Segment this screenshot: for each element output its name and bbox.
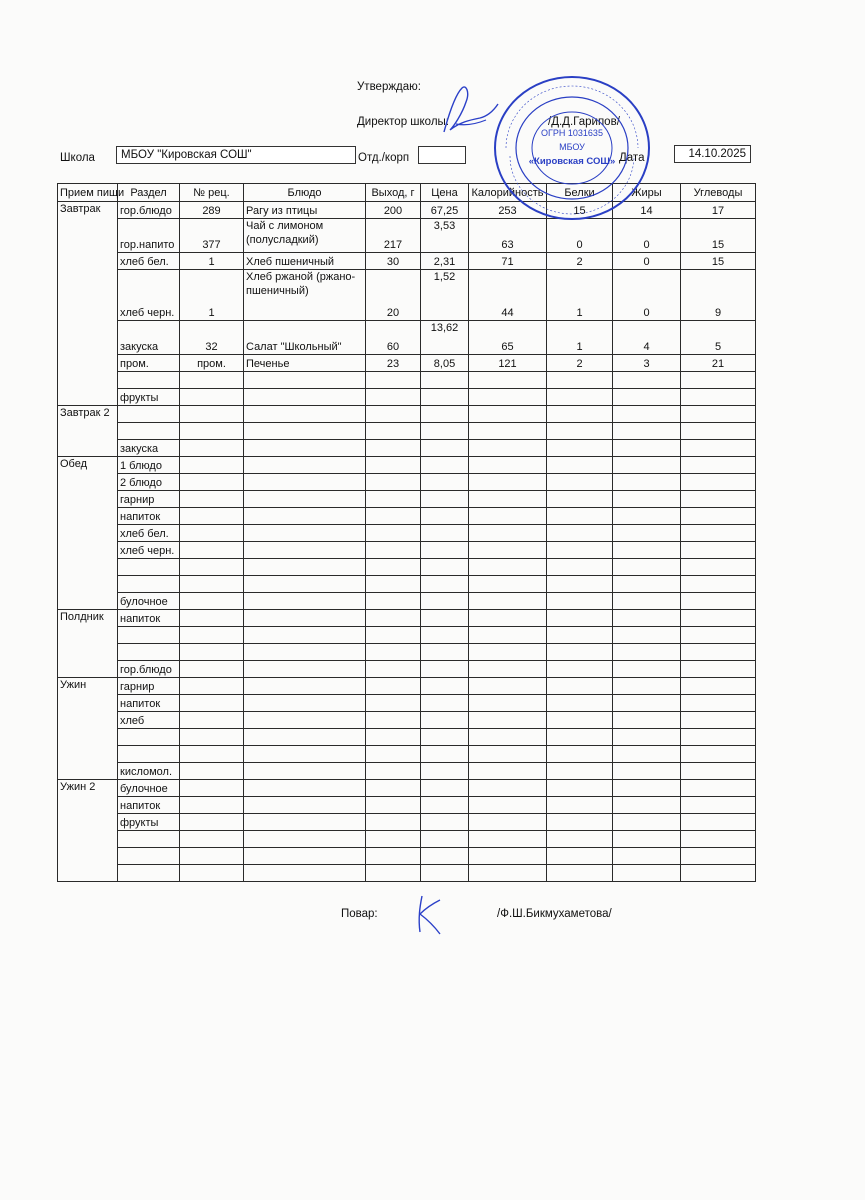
- table-row: [58, 831, 756, 848]
- meal-breakfast-2: Завтрак 2: [58, 406, 118, 457]
- cell-kcal: 63: [469, 219, 547, 253]
- cell-weight: 200: [366, 202, 421, 219]
- cell-section: кисломол.: [118, 763, 180, 780]
- cell-carbs: 9: [681, 270, 756, 321]
- cell-recipe: 1: [180, 253, 244, 270]
- cell-section: гор.блюдо: [118, 661, 180, 678]
- meal-breakfast: Завтрак: [58, 202, 118, 406]
- table-row: [58, 644, 756, 661]
- col-section: Раздел: [118, 184, 180, 202]
- cell-section: булочное: [118, 780, 180, 797]
- stamp-abbr: МБОУ: [559, 142, 585, 152]
- col-carbs: Углеводы: [681, 184, 756, 202]
- cell-section: хлеб черн.: [118, 270, 180, 321]
- cell-section: хлеб бел.: [118, 525, 180, 542]
- table-row: [58, 661, 756, 678]
- cell-section: гор.блюдо: [118, 202, 180, 219]
- cell-dish: Хлеб ржаной (ржано-пшеничный): [244, 270, 366, 321]
- director-name: /Д.Д.Гарипов/: [548, 116, 620, 128]
- cell-recipe: 32: [180, 321, 244, 355]
- cell-dish: Чай с лимоном (полусладкий): [244, 219, 366, 253]
- cell-price: 1,52: [421, 270, 469, 321]
- cell-protein: 15: [547, 202, 613, 219]
- table-row: [58, 542, 756, 559]
- cell-dish: Хлеб пшеничный: [244, 253, 366, 270]
- table-row: [58, 746, 756, 763]
- cell-kcal: 121: [469, 355, 547, 372]
- cell-fat: 0: [613, 270, 681, 321]
- col-fat: Жиры: [613, 184, 681, 202]
- table-row: [58, 508, 756, 525]
- table-row: [58, 525, 756, 542]
- cell-section: напиток: [118, 610, 180, 627]
- stamp-ogrn: ОГРН 1031635: [541, 128, 603, 138]
- cell-section: фрукты: [118, 814, 180, 831]
- cell-protein: 1: [547, 321, 613, 355]
- cell-price: 67,25: [421, 202, 469, 219]
- cell-recipe: 377: [180, 219, 244, 253]
- table-row: [58, 593, 756, 610]
- table-row: [58, 372, 756, 389]
- cell-weight: 30: [366, 253, 421, 270]
- table-row: [58, 576, 756, 593]
- table-row: [58, 712, 756, 729]
- cell-carbs: 5: [681, 321, 756, 355]
- cell-section: пром.: [118, 355, 180, 372]
- table-row: [58, 253, 756, 270]
- cell-section: напиток: [118, 508, 180, 525]
- table-row: [58, 406, 756, 423]
- cell-recipe: 289: [180, 202, 244, 219]
- cell-section: гарнир: [118, 491, 180, 508]
- cook-signature: [410, 892, 446, 938]
- table-row: [58, 389, 756, 406]
- dept-label: Отд./корп: [358, 152, 410, 164]
- table-row: [58, 457, 756, 474]
- cell-section: гор.напито: [118, 219, 180, 253]
- table-row: [58, 814, 756, 831]
- cell-fat: 0: [613, 219, 681, 253]
- table-row: [58, 848, 756, 865]
- table-row: [58, 627, 756, 644]
- cell-section: 2 блюдо: [118, 474, 180, 491]
- cell-carbs: 21: [681, 355, 756, 372]
- cell-section: 1 блюдо: [118, 457, 180, 474]
- table-row: [58, 695, 756, 712]
- table-row: [58, 474, 756, 491]
- cook-label: Повар:: [341, 908, 378, 920]
- table-row: [58, 763, 756, 780]
- cell-section: напиток: [118, 797, 180, 814]
- date-field[interactable]: 14.10.2025: [674, 145, 751, 163]
- col-meal: Прием пищи: [58, 184, 118, 202]
- cell-dish: Печенье: [244, 355, 366, 372]
- table-row: [58, 678, 756, 695]
- table-row: [58, 780, 756, 797]
- table-row: [58, 321, 756, 355]
- cell-fat: 4: [613, 321, 681, 355]
- meal-snack: Полдник: [58, 610, 118, 678]
- school-field[interactable]: МБОУ "Кировская СОШ": [116, 146, 356, 164]
- school-label: Школа: [60, 152, 95, 164]
- cell-dish: Рагу из птицы: [244, 202, 366, 219]
- meal-dinner: Ужин: [58, 678, 118, 780]
- date-label: Дата: [619, 152, 645, 164]
- cell-price: 8,05: [421, 355, 469, 372]
- director-label: Директор школы:: [357, 116, 449, 128]
- table-row: [58, 729, 756, 746]
- menu-table: [57, 183, 756, 882]
- cell-kcal: 65: [469, 321, 547, 355]
- cell-dish: Салат "Школьный": [244, 321, 366, 355]
- cell-section: хлеб бел.: [118, 253, 180, 270]
- col-recipe: № рец.: [180, 184, 244, 202]
- cell-section: закуска: [118, 321, 180, 355]
- cell-kcal: 44: [469, 270, 547, 321]
- col-dish: Блюдо: [244, 184, 366, 202]
- cell-recipe: пром.: [180, 355, 244, 372]
- table-row: [58, 270, 756, 321]
- cell-kcal: 71: [469, 253, 547, 270]
- cell-protein: 2: [547, 253, 613, 270]
- table-row: [58, 491, 756, 508]
- cell-protein: 2: [547, 355, 613, 372]
- table-row: [58, 219, 756, 253]
- cell-price: 3,53: [421, 219, 469, 253]
- cell-protein: 0: [547, 219, 613, 253]
- cell-section: фрукты: [118, 389, 180, 406]
- cell-weight: 60: [366, 321, 421, 355]
- cell-price: 13,62: [421, 321, 469, 355]
- cell-price: 2,31: [421, 253, 469, 270]
- table-row: [58, 355, 756, 372]
- cell-section: напиток: [118, 695, 180, 712]
- cell-kcal: 253: [469, 202, 547, 219]
- dept-field[interactable]: [418, 146, 466, 164]
- cell-carbs: 15: [681, 219, 756, 253]
- cell-section: булочное: [118, 593, 180, 610]
- school-stamp: [492, 74, 652, 222]
- table-row: [58, 440, 756, 457]
- table-row: [58, 559, 756, 576]
- cell-weight: 20: [366, 270, 421, 321]
- cell-section: закуска: [118, 440, 180, 457]
- col-kcal: Калорийность: [469, 184, 547, 202]
- cell-fat: 3: [613, 355, 681, 372]
- meal-lunch: Обед: [58, 457, 118, 610]
- cell-carbs: 17: [681, 202, 756, 219]
- cell-section: гарнир: [118, 678, 180, 695]
- cell-carbs: 15: [681, 253, 756, 270]
- cell-recipe: 1: [180, 270, 244, 321]
- cook-name: /Ф.Ш.Бикмухаметова/: [497, 908, 612, 920]
- col-price: Цена: [421, 184, 469, 202]
- table-row: [58, 865, 756, 882]
- meal-dinner-2: Ужин 2: [58, 780, 118, 882]
- col-protein: Белки: [547, 184, 613, 202]
- table-row: [58, 423, 756, 440]
- stamp-center: «Кировская СОШ»: [528, 156, 616, 167]
- col-weight: Выход, г: [366, 184, 421, 202]
- cell-section: хлеб черн.: [118, 542, 180, 559]
- approve-label: Утверждаю:: [357, 81, 421, 93]
- table-row: [58, 610, 756, 627]
- cell-protein: 1: [547, 270, 613, 321]
- cell-fat: 0: [613, 253, 681, 270]
- cell-section: хлеб: [118, 712, 180, 729]
- cell-weight: 217: [366, 219, 421, 253]
- cell-weight: 23: [366, 355, 421, 372]
- table-row: [58, 797, 756, 814]
- cell-fat: 14: [613, 202, 681, 219]
